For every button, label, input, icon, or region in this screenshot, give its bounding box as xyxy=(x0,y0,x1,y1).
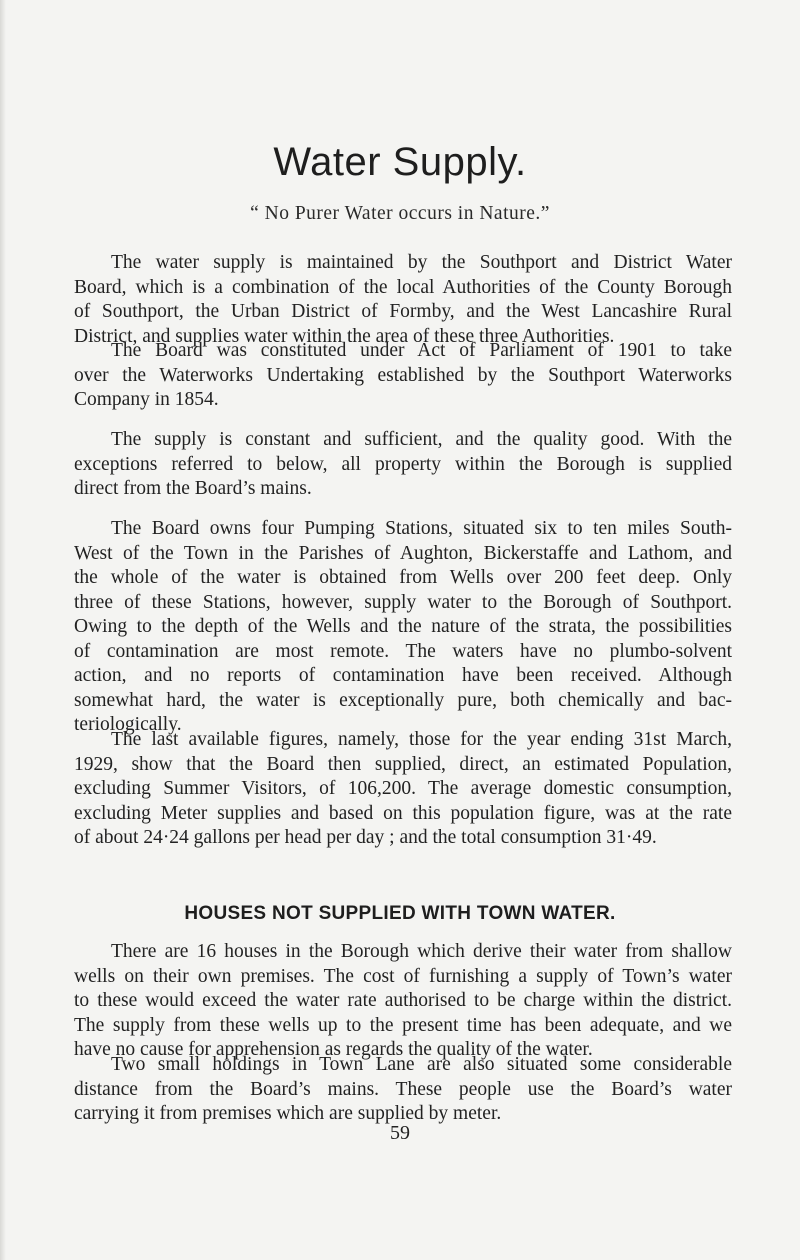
paragraph-line: over the Waterworks Undertaking established by the Southport Waterworks xyxy=(74,364,732,386)
paragraph-line: Two small holdings in Town Lane are also situated some considerable xyxy=(111,1054,732,1075)
paragraph-line: The water supply is maintained by the Southport and District Water xyxy=(111,252,732,273)
paragraph-line: excluding Summer Visitors, of 106,200. The average domestic consumption, xyxy=(74,778,732,799)
paragraph-3 xyxy=(74,428,732,502)
paragraph-line: the whole of the water is obtained from Wells over 200 feet deep. Only xyxy=(74,567,732,588)
paragraph-line: The Board owns four Pumping Stations, situated six to ten miles South- xyxy=(111,518,732,539)
paragraph-line: direct from the Board’s mains. xyxy=(74,478,312,499)
paragraph-line: carrying it from premises which are supplied by meter. xyxy=(74,1103,502,1124)
paragraph-line: excluding Meter supplies and based on this population figure, was at the rate xyxy=(74,802,732,824)
paragraph-2 xyxy=(74,339,732,413)
paragraph-line: The supply is constant and sufficient, and the quality good. With the xyxy=(111,429,732,450)
motto: “ No Purer Water occurs in Nature.” xyxy=(250,203,550,224)
page-number: 59 xyxy=(390,1122,410,1144)
section-paragraph-1 xyxy=(74,940,732,1063)
paragraph-line: The last available figures, namely, those for the year ending 31st March, xyxy=(111,729,732,750)
paragraph-line: have no cause for apprehension as regards the quality of the water. xyxy=(74,1039,593,1060)
page-title: Water Supply. xyxy=(273,140,527,184)
paragraph-line: to these would exceed the water rate authorised to be charge within the district. xyxy=(74,990,732,1011)
paragraph-4 xyxy=(74,517,732,738)
paragraph-line: distance from the Board’s mains. These people use the Board’s water xyxy=(74,1078,732,1100)
paragraph-line: There are 16 houses in the Borough which derive their water from shallow xyxy=(111,941,732,962)
paragraph-5 xyxy=(74,728,732,851)
paragraph-line: three of these Stations, however, supply water to the Borough of Southport. xyxy=(74,591,732,613)
paragraph-1 xyxy=(74,251,732,349)
paragraph-line: Board, which is a combination of the local Authorities of the County Borough xyxy=(74,276,732,298)
paragraph-line: wells on their own premises. The cost of furnishing a supply of Town’s water xyxy=(74,965,732,987)
paragraph-line: The supply from these wells up to the present time has been adequate, and we xyxy=(74,1014,732,1036)
paragraph-line: of contamination are most remote. The waters have no plumbo-solvent xyxy=(74,640,732,662)
paragraph-line: of Southport, the Urban District of Formby, and the West Lancashire Rural xyxy=(74,301,732,322)
section-paragraph-2 xyxy=(74,1053,732,1127)
paragraph-line: of about 24·24 gallons per head per day ; and the total consumption 31·49. xyxy=(74,827,657,848)
paragraph-line: exceptions referred to below, all property within the Borough is supplied xyxy=(74,453,732,475)
paragraph-line: teriologically. xyxy=(74,714,182,735)
paragraph-line: action, and no reports of contamination have been received. Although xyxy=(74,665,732,686)
page-binding-edge xyxy=(0,0,6,1260)
paragraph-line: Owing to the depth of the Wells and the nature of the strata, the possibilities xyxy=(74,616,732,637)
paragraph-line: 1929, show that the Board then supplied, direct, an estimated Population, xyxy=(74,753,732,775)
section-heading: HOUSES NOT SUPPLIED WITH TOWN WATER. xyxy=(184,903,616,924)
paragraph-line: somewhat hard, the water is exceptionally pure, both chemically and bac- xyxy=(74,689,732,711)
paragraph-line: West of the Town in the Parishes of Aughton, Bickerstaffe and Lathom, and xyxy=(74,542,732,564)
paragraph-line: Company in 1854. xyxy=(74,389,219,410)
paragraph-line: District, and supplies water within the area of these three Authorities. xyxy=(74,325,615,347)
paragraph-line: The Board was constituted under Act of Parliament of 1901 to take xyxy=(111,340,732,361)
